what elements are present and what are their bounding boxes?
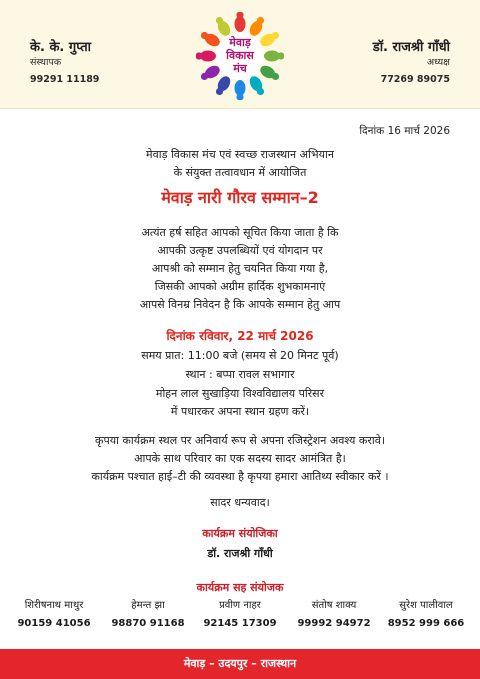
logo-text-line1: मेवाड़ bbox=[229, 36, 251, 49]
event-time: समय प्रात: 11:00 बजे (समय से 20 मिनट पूर्व) bbox=[141, 349, 339, 362]
co-convenor-name: प्रवीण नाहर bbox=[219, 600, 261, 611]
header-band bbox=[0, 0, 480, 109]
co-convenor-phone: 8952 999 666 bbox=[387, 618, 465, 629]
co-convenors-label: कार्यक्रम सह संयोजक bbox=[196, 581, 284, 594]
president-role: अध्यक्ष bbox=[426, 57, 450, 68]
organizers-line-1: मेवाड़ विकास मंच एवं स्वच्छ राजस्थान अभियान bbox=[146, 148, 334, 161]
event-date: दिनांक रविवार, 22 मार्च 2026 bbox=[166, 329, 314, 343]
logo-figure-head bbox=[216, 88, 223, 95]
note-family: आपके साथ परिवार का एक सदस्य सादर आमंत्रित है। bbox=[134, 452, 346, 465]
note-registration: कृपया कार्यक्रम स्थल पर अनिवार्य रूप से अपना रजिस्ट्रेशन अवश्य करावे। bbox=[95, 434, 385, 447]
co-convenor-name: हेमन्त झा bbox=[131, 600, 165, 611]
event-title: मेवाड़ नारी गौरव सम्मान–2 bbox=[161, 188, 319, 207]
logo-figure-head bbox=[216, 17, 223, 24]
co-convenor bbox=[286, 598, 382, 631]
logo-figure-head bbox=[257, 88, 264, 95]
founder-phone: 99291 11189 bbox=[30, 74, 100, 85]
message-line-2: आपकी उत्कृष्ट उपलब्धियों एवं योगदान पर bbox=[157, 244, 323, 257]
message-line-1: अत्यंत हर्ष सहित आपको सूचित किया जाता है कि bbox=[141, 226, 339, 239]
co-convenor bbox=[100, 598, 196, 631]
founder-role: संस्थापक bbox=[30, 57, 62, 68]
footer-band bbox=[0, 649, 480, 679]
co-convenor-name: संतोष शाक्य bbox=[311, 600, 357, 611]
thanks-text: सादर धन्यवाद। bbox=[210, 496, 270, 509]
message-line-3: आपश्री को सम्मान हेतु चयनित किया गया है, bbox=[151, 262, 329, 275]
logo-figure-head bbox=[257, 17, 264, 24]
message-line-4: जिसकी आपको अग्रीम हार्दिक शुभकामनाएं bbox=[154, 280, 326, 293]
co-convenor-phone: 92145 17309 bbox=[203, 618, 277, 629]
footer-location: मेवाड़ – उदयपुर – राजस्थान bbox=[183, 657, 297, 670]
organizers-line-2: के संयुक्त तत्वावधान में आयोजित bbox=[173, 166, 307, 179]
event-venue: स्थान : बप्पा रावल सभागार bbox=[185, 368, 295, 381]
founder-block bbox=[30, 40, 99, 88]
co-convenor-phone: 99992 94972 bbox=[297, 618, 371, 629]
co-convenor-phone: 90159 41056 bbox=[17, 618, 91, 629]
co-convenor-phone: 98870 91168 bbox=[111, 618, 185, 629]
co-convenors-list bbox=[0, 598, 480, 638]
co-convenor bbox=[6, 598, 102, 631]
note-high-tea: कार्यक्रम पश्चात हाई–टी की व्यवस्था है कृपया हमारा आतिथ्य स्वीकार करें । bbox=[91, 470, 389, 483]
issue-date: दिनांक 16 मार्च 2026 bbox=[359, 125, 450, 137]
co-convenor bbox=[192, 598, 288, 631]
co-convenor bbox=[378, 598, 474, 631]
logo-text-line3: मंच bbox=[233, 62, 247, 75]
co-convenor-name: सुरेश पालीवाल bbox=[399, 600, 453, 611]
event-venue-note: में पधारकर अपना स्थान ग्रहण करें। bbox=[170, 405, 310, 418]
president-phone: 77269 89075 bbox=[380, 74, 450, 85]
co-convenor-name: शिरीषनाथ माथुर bbox=[24, 600, 84, 611]
president-block bbox=[373, 40, 450, 88]
message-line-5: आपसे विनम्र निवेदन है कि आपके सम्मान हेतु आप bbox=[139, 298, 341, 311]
convenor-name: डॉ. राजश्री गाँधी bbox=[207, 547, 273, 560]
logo-text-line2: विकास bbox=[226, 49, 254, 62]
president-name: डॉ. राजश्री गाँधी bbox=[372, 40, 450, 55]
convenor-label: कार्यक्रम संयोजिका bbox=[202, 527, 278, 540]
event-venue-campus: मोहन लाल सुखाड़िया विश्वविद्यालय परिसर bbox=[155, 387, 325, 400]
logo-text bbox=[196, 36, 284, 75]
founder-name: के. के. गुप्ता bbox=[30, 40, 91, 55]
